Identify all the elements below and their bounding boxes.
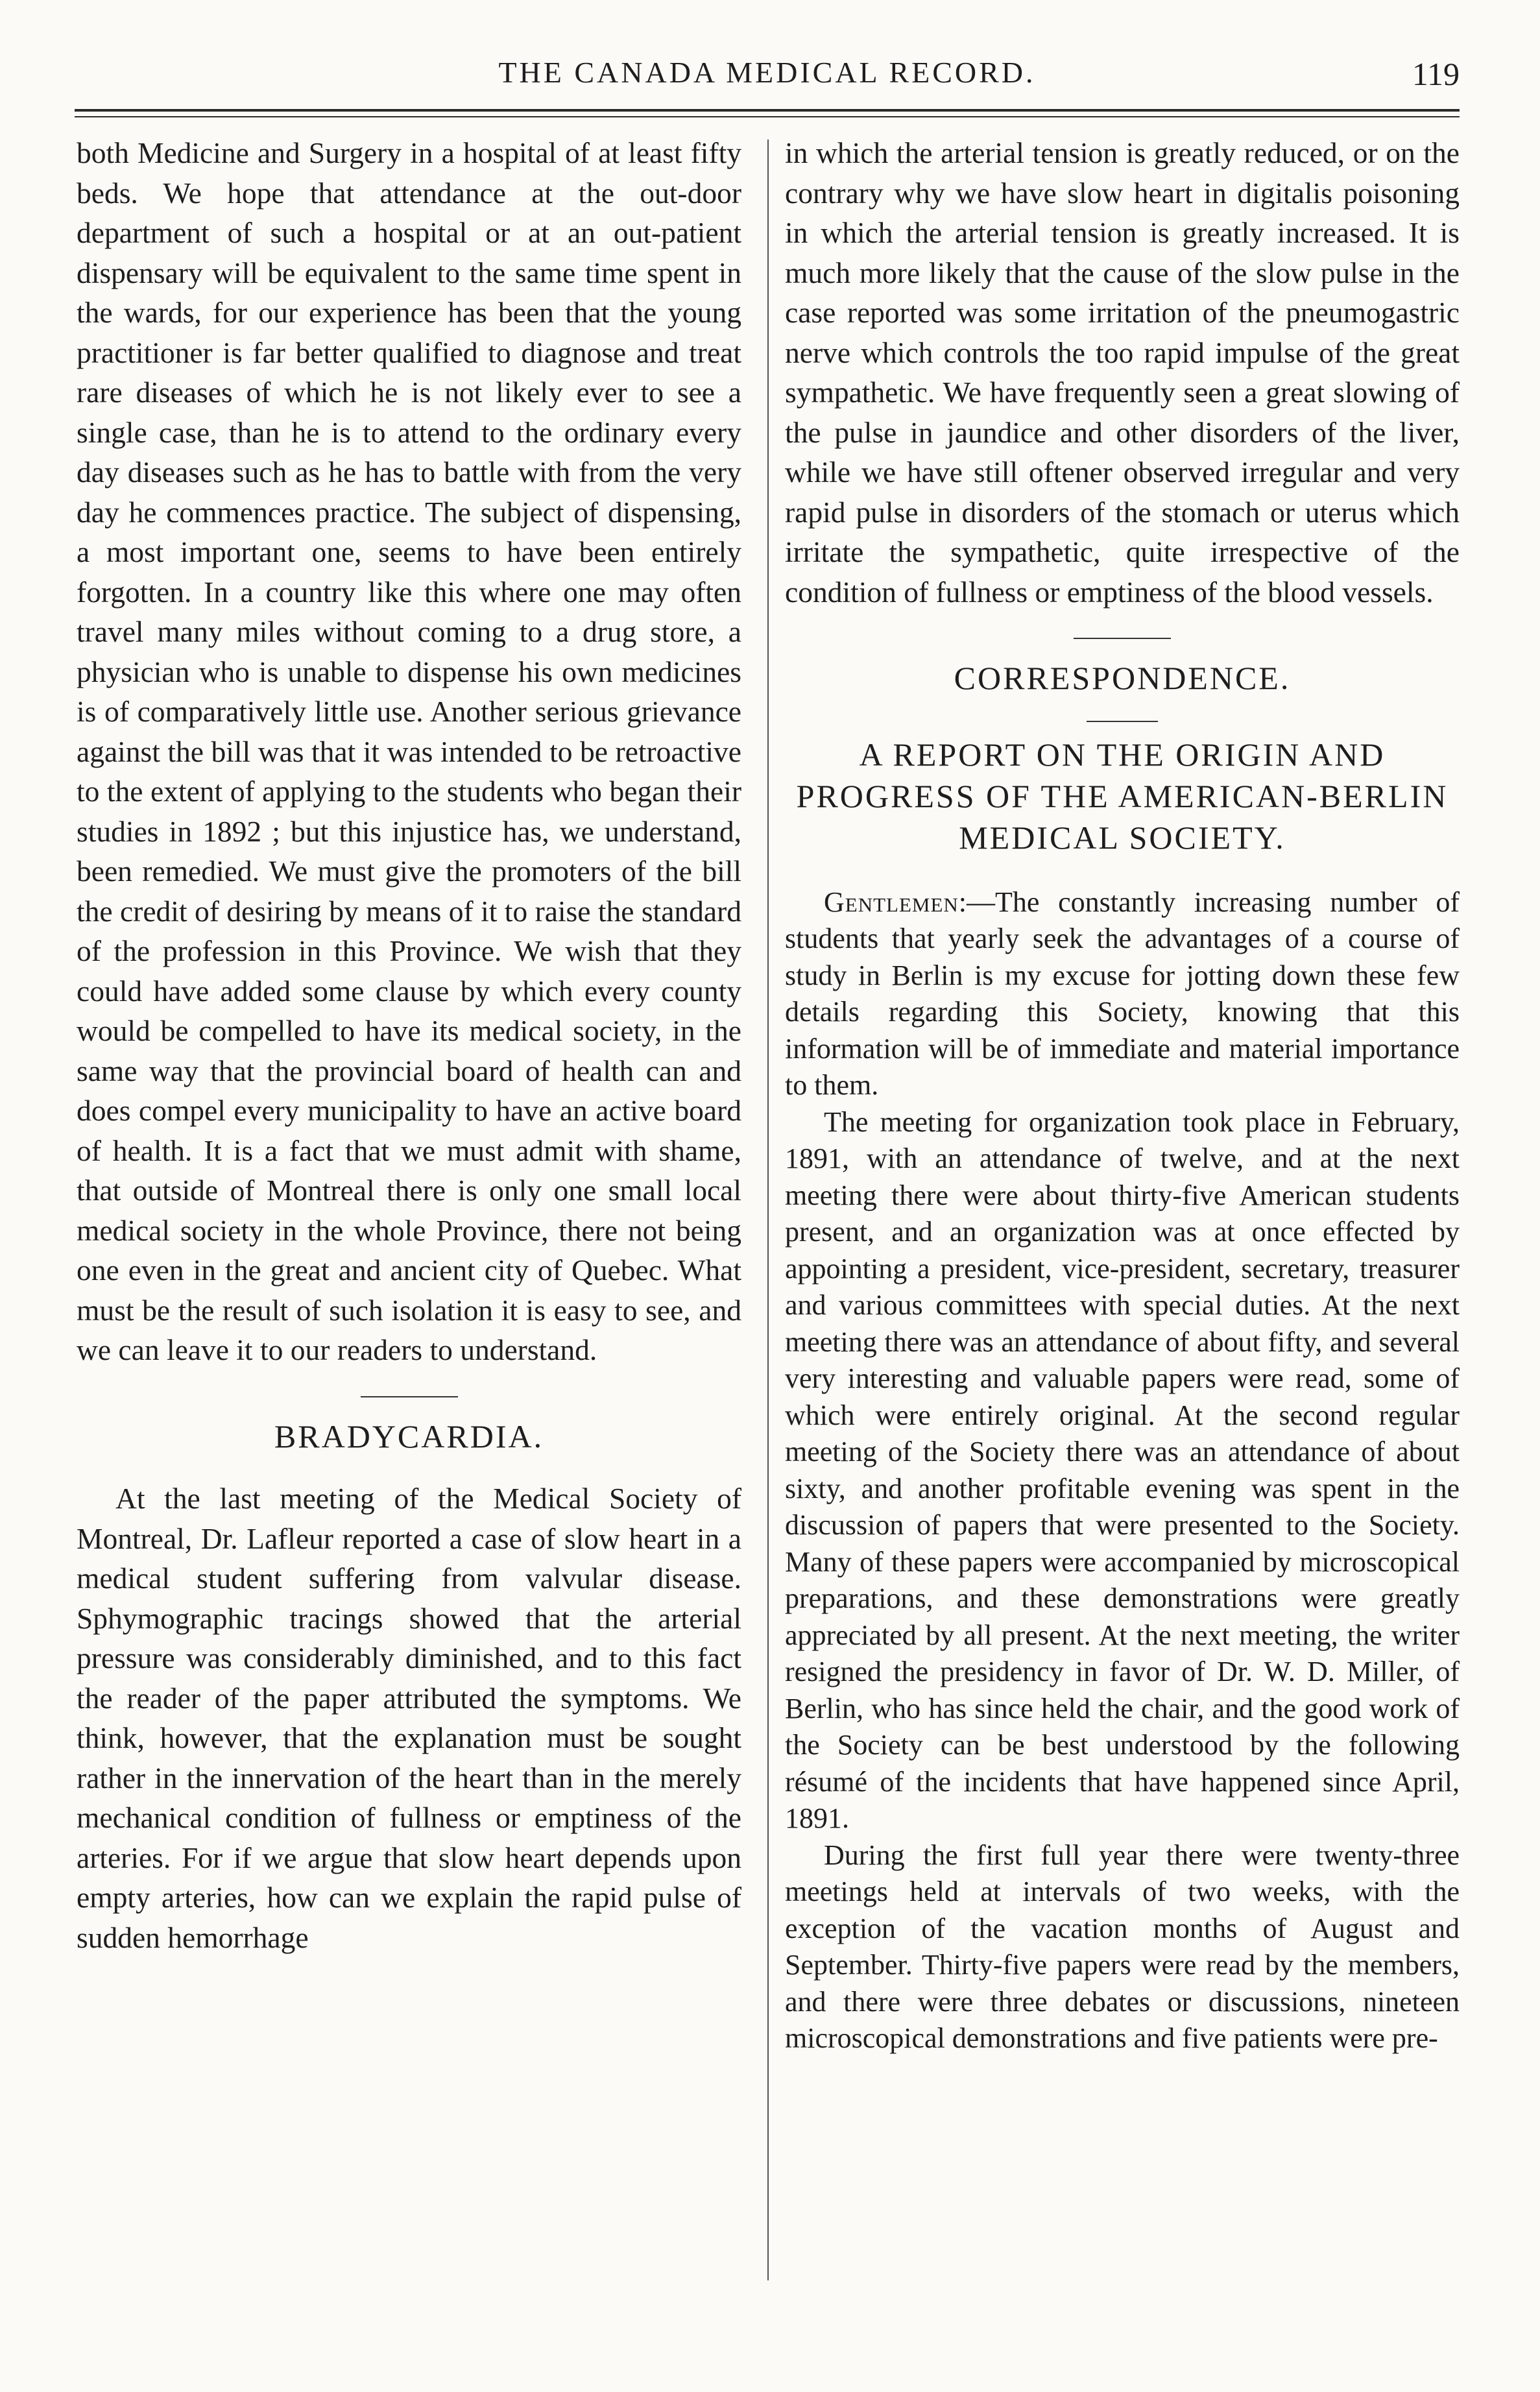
letter-opening-text: :—The constantly increasing number of students that yearly seek the advantages of a course of study in Berlin is my excuse for jotting down these few details regarding this Society, knowing that this information will be of immediate and material importance to them. (785, 886, 1460, 1101)
bradycardia-continuation: in which the arterial tension is greatly reduced, or on the contrary why we have slow heart in digitalis poisoning in which the arterial tension is greatly increased. It is much more likely that the cause of the slow pulse in the case reported was some irritation of the pneumogastric nerve which controls the too rapid impulse of the great sympathetic. We have frequently seen a great slowing of the pulse in jaundice and other disorders of the liver, while we have still oftener observed irregular and very rapid pulse in disorders of the stomach or uterus which irritate the sympathetic, quite irrespective of the condition of fullness or emptiness of the blood vessels. (785, 136, 1460, 609)
section-divider (1074, 638, 1171, 639)
header-rule-thin (75, 116, 1460, 117)
letter-opening (785, 884, 1460, 1104)
report-title: A REPORT ON THE ORIGIN AND PROGRESS OF THE AMERICAN-BERLIN MEDICAL SOCIETY. (796, 736, 1449, 856)
letter-paragraph: The meeting for organization took place in February, 1891, with an attendance of twelve, and at the next meeting there were about thirty-five American students present, and an organization was at once effected by appointing a president, vice-president, secretary, treasurer and various committees with special duties. At the next meeting there was an attendance of about fifty, and several very interesting and valuable papers were read, some of which were entirely original. At the second regular meeting of the Society there was an attendance of about sixty, and another profitable evening was spent in the discussion of papers that were presented to the Society. Many of these papers were accompanied by microscopical preparations, and these demonstrations were greatly appreciated by all present. At the next meeting, the writer resigned the presidency in favor of Dr. W. D. Miller, of Berlin, who has since held the chair, and the good work of the Society can be best understood by the following résumé of the incidents that have happened since April, 1891. (785, 1105, 1460, 1834)
column-divider (767, 139, 769, 2280)
letter-paragraph: During the first full year there were twenty-three meetings held at intervals of two weeks, with the exception of the vacation months of August and September. Thirty-five papers were read by the members, and there were three debates or discussions, nineteen microscopical demonstrations and five patients were pre- (785, 1839, 1460, 2054)
editorial-paragraph: both Medicine and Surgery in a hospital of at least fifty beds. We hope that attendance at the out-door department of such a hospital or at an out-patient dispensary will be equivalent to the same time spent in the wards, for our experience has been that the young practitioner is far better qualified to diagnose and treat rare diseases of which he is not likely ever to see a single case, than he is to attend to the ordinary every day diseases such as he has to battle with from the very day he commences practice. The subject of dispensing, a most important one, seems to have been entirely forgotten. In a country like this where one may often travel many miles without coming to a drug store, a physician who is unable to dispense his own medicines is of comparatively little use. Another serious grievance against the bill was that it was intended to be retroactive to the extent of applying to the students who began their studies in 1892 ; but this injustice has, we understand, been remedied. We must give the promoters of the bill the credit of desiring by means of it to raise the standard of the profession in this Province. We wish that they could have added some clause by which every county would be compelled to have its medical society, in the same way that the provincial board of health can and does compel every municipality to have an active board of health. It is a fact that we must admit with shame, that outside of Montreal there is only one small local medical society in the whole Province, there not being one even in the great and ancient city of Quebec. What must be the result of such isolation it is easy to see, and we can leave it to our readers to understand. (77, 136, 741, 1366)
section-divider (361, 1396, 458, 1397)
bradycardia-heading: BRADYCARDIA. (274, 1418, 544, 1455)
page-number: 119 (1412, 56, 1460, 92)
letter-body (785, 884, 1460, 2057)
journal-title: THE CANADA MEDICAL RECORD. (498, 56, 1036, 89)
header-rule-thick (75, 109, 1460, 112)
right-column (785, 133, 1460, 2057)
salutation: Gentlemen (824, 886, 959, 918)
heading-divider (1087, 721, 1158, 722)
bradycardia-paragraph: At the last meeting of the Medical Society of Montreal, Dr. Lafleur reported a case of slow heart in a medical student suffering from valvular disease. Sphymographic tracings showed that the arterial pressure was considerably diminished, and to this fact the reader of the paper attributed the symptoms. We think, however, that the explanation must be sought rather in the innervation of the heart than in the merely mechanical condition of fullness or emptiness of the arteries. For if we argue that slow heart depends upon empty arteries, how can we explain the rapid pulse of sudden hemorrhage (77, 1482, 741, 1954)
left-column (77, 133, 741, 1957)
running-header (75, 55, 1460, 107)
correspondence-heading: CORRESPONDENCE. (954, 660, 1291, 696)
